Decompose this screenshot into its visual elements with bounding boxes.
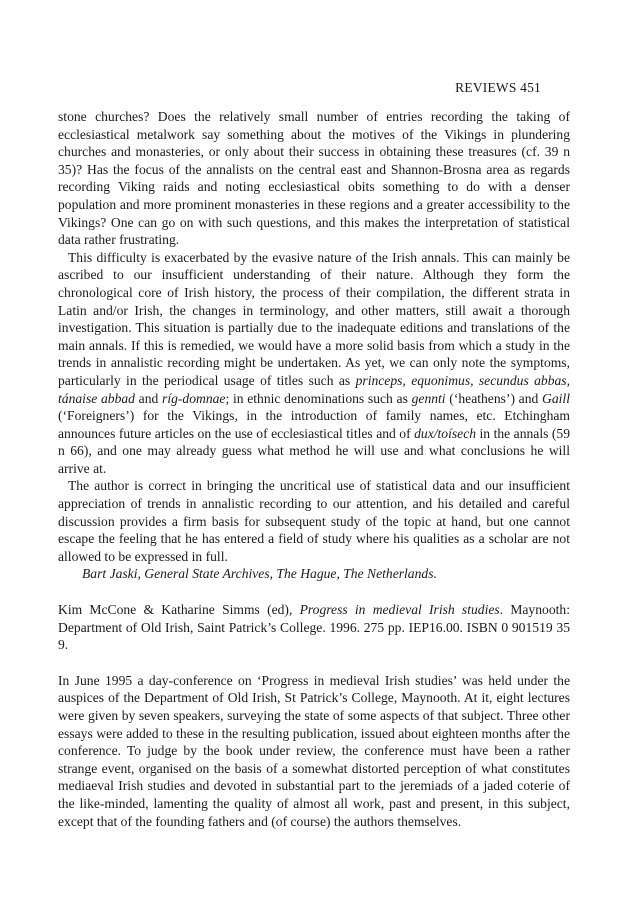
text-run: ; in ethnic denominations such as	[225, 390, 412, 406]
text-run: This difficulty is exacerbated by the evasive nature of the Irish annals. This can mainly be ascribed to our insufficient understanding of their nature. Although they form the chronological core of Irish history, the process of their compilation, the different strata in Latin and/or Irish, the changes in terminology, and other matters, still await a thorough investigation. This situation is partially due to the inadequate editions and translations of the main annals. If this is remedied, we would have a more solid basis from which a study in the trends in annalistic recording might be undertaken. As yet, we can only note the symptoms, particularly in the periodical usage of titles such as	[58, 249, 570, 388]
text-run: Kim McCone & Katharine Simms (ed),	[58, 602, 300, 618]
book-title: Progress in medieval Irish studies	[299, 602, 500, 618]
italic-term: princeps, equonimus, secundus abbas, tánaise abbad	[58, 372, 570, 406]
italic-term: dux/toísech	[414, 425, 477, 441]
page-body	[58, 108, 570, 830]
reviewer-signature: Bart Jaski, General State Archives, The Hague, The Netherlands.	[82, 566, 437, 582]
text-run: (‘Foreigners’) for the Vikings, in the introduction of family names, etc. Etchingham announces future articles on the use of ecclesiastical titles and of	[58, 408, 570, 441]
review1-paragraph-2	[58, 249, 570, 478]
review2-paragraph-1: In June 1995 a day-conference on ‘Progress in medieval Irish studies’ was held under the auspices of the Department of Old Irish, St Patrick’s College, Maynooth. At it, eight lectures were given by seven speakers, surveying the state of some aspects of that subject. Three other essays were added to these in the resulting publication, issued about eighteen months after the conference. To judge by the book under review, the conference must have been a rather strange event, organised on the basis of a somewhat distorted perception of what constitutes mediaeval Irish studies and devoted in substantial part to the jeremiads of a jaded coterie of the like-minded, lamenting the quality of almost all work, past and present, in this subject, except that of the founding fathers and (of course) the authors themselves.	[58, 672, 570, 829]
bibliographic-entry	[58, 601, 570, 654]
text-run: and	[134, 390, 163, 406]
text-run: . Maynooth: Department of Old Irish, Saint Patrick’s College. 1996. 275 pp. IEP16.00. ISBN 0 901519 35 9.	[58, 602, 570, 653]
review1-paragraph-1: stone churches? Does the relatively small number of entries recording the taking of ecclesiastical metalwork say something about the motives of the Vikings in plundering churches and monasteries, or only about their success in obtaining these treasures (cf. 39 n 35)? Has the focus of the annalists on the central east and Shannon-Brosna area as regards recording Viking raids and noting ecclesiastical obits something to do with a denser population and more prominent monasteries in these regions and a greater accessibility to the Vikings? One can go on with such questions, and this makes the interpretation of statistical data rather frustrating.	[58, 109, 570, 248]
running-head: REVIEWS 451	[455, 80, 541, 95]
text-run: in the annals (59 n 66), and one may already guess what method he will use and what conclusions he will arrive at.	[58, 425, 570, 476]
section-gap	[58, 654, 570, 672]
review1-paragraph-3: The author is correct in bringing the uncritical use of statistical data and our insufficient appreciation of trends in annalistic recording to our attention, and his detailed and careful discussion provides a firm basis for subsequent study of the topic at hand, but one cannot escape the feeling that he has entered a field of study where his qualities as a scholar are not allowed to be expressed in full.	[58, 478, 570, 564]
section-gap	[58, 583, 570, 601]
italic-term: ríg-domnae	[162, 390, 226, 406]
italic-term: gennti	[411, 390, 446, 406]
italic-term: Gaill	[542, 390, 570, 406]
text-run: (‘heathens’) and	[445, 390, 543, 406]
